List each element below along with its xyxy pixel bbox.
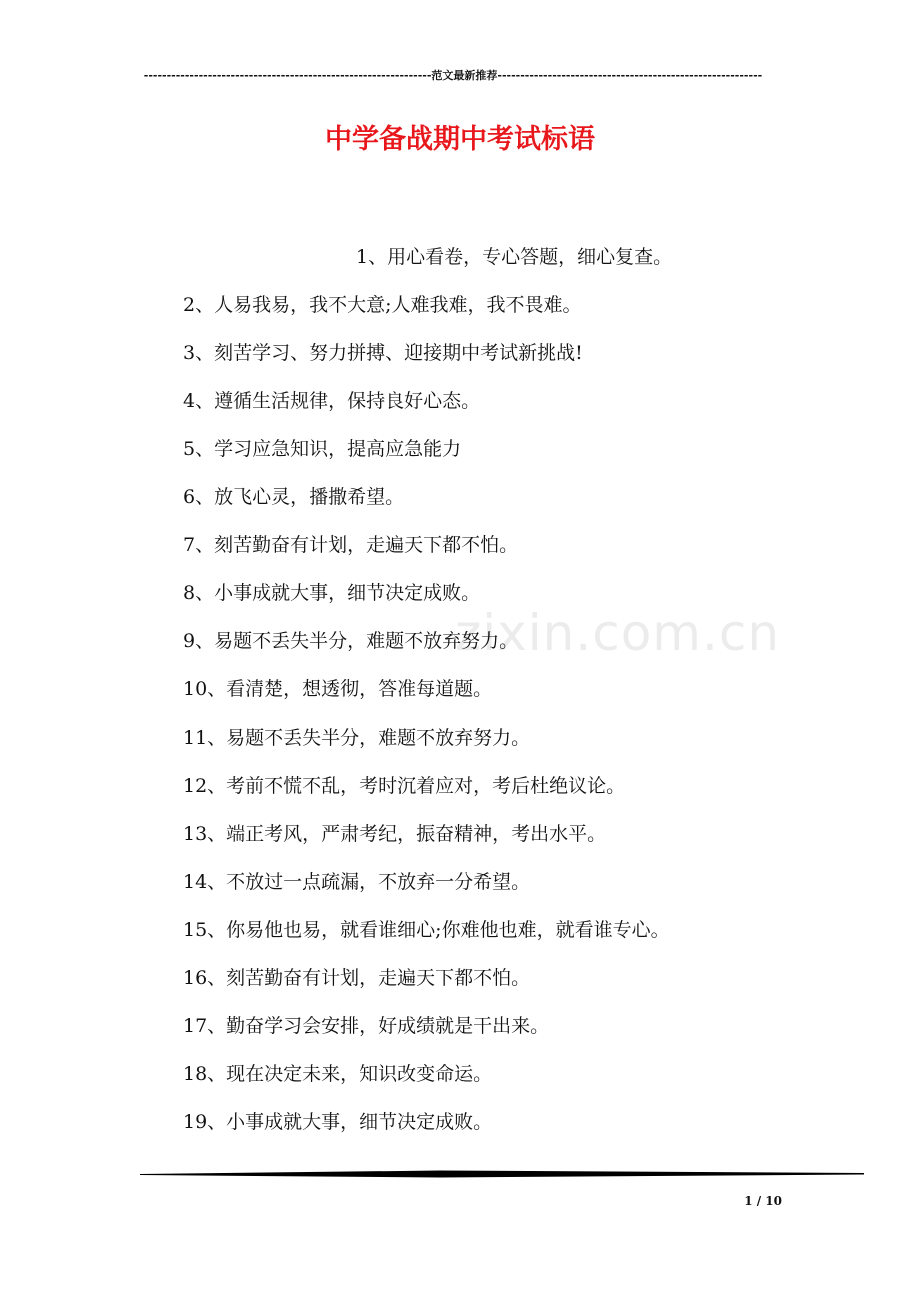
list-item: 13、端正考风，严肃考纪，振奋精神，考出水平。 [183, 823, 607, 845]
list-item: 12、考前不慌不乱，考时沉着应对，考后杜绝议论。 [183, 775, 626, 797]
page-number: 1 / 10 [744, 1194, 782, 1208]
list-item: 8、小事成就大事，细节决定成败。 [183, 582, 481, 604]
footer-rule [140, 1170, 864, 1178]
list-item: 4、遵循生活规律，保持良好心态。 [183, 390, 481, 412]
list-item: 5、学习应急知识，提高应急能力 [183, 438, 462, 460]
list-item: 19、小事成就大事，细节决定成败。 [183, 1111, 493, 1133]
list-item: 17、勤奋学习会安排，好成绩就是干出来。 [183, 1015, 550, 1037]
list-item: 7、刻苦勤奋有计划，走遍天下都不怕。 [183, 534, 519, 556]
list-item: 18、现在决定未来，知识改变命运。 [183, 1063, 493, 1085]
list-item: 14、不放过一点疏漏，不放弃一分希望。 [183, 871, 531, 893]
list-item: 3、刻苦学习、努力拼搏、迎接期中考试新挑战! [183, 342, 583, 364]
list-item: 2、人易我易，我不大意;人难我难，我不畏难。 [183, 294, 582, 316]
watermark: zixin.com.cn [455, 604, 781, 662]
list-item: 11、易题不丢失半分，难题不放弃努力。 [183, 727, 531, 749]
header-dashed-line: ---------------------------------------------------------------范文最新推荐---------------------------------------------------------- [143, 69, 763, 82]
list-item: 1、用心看卷，专心答题，细心复查。 [356, 246, 673, 268]
list-item: 9、易题不丢失半分，难题不放弃努力。 [183, 630, 519, 652]
list-item: 16、刻苦勤奋有计划，走遍天下都不怕。 [183, 967, 531, 989]
page-title: 中学备战期中考试标语 [325, 124, 595, 155]
list-item: 10、看清楚，想透彻，答准每道题。 [183, 678, 493, 700]
list-item: 6、放飞心灵，播撒希望。 [183, 486, 405, 508]
list-item: 15、你易他也易，就看谁细心;你难他也难，就看谁专心。 [183, 919, 670, 941]
